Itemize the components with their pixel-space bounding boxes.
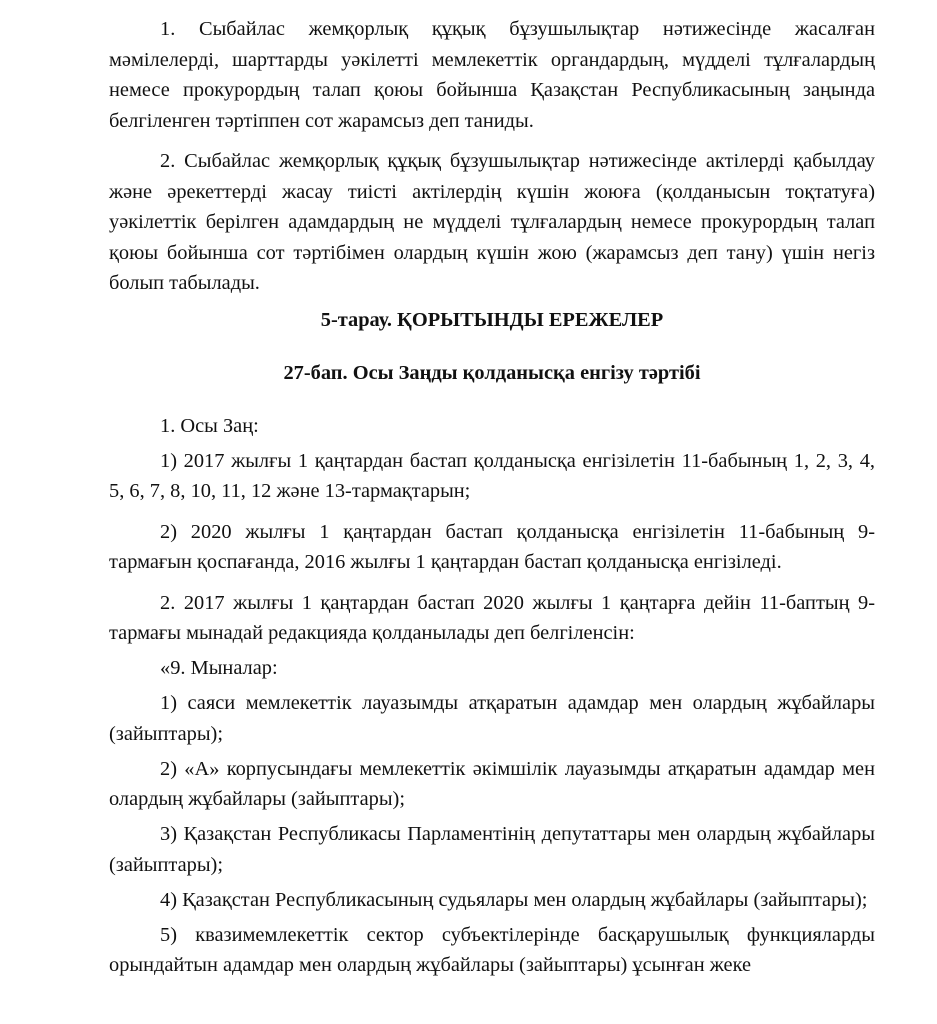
article-item-1: 1. Осы Заң: — [160, 414, 259, 437]
quote-start: «9. Мыналар: — [160, 657, 278, 679]
list-item-1: 1) саяси мемлекеттік лауазымды атқаратын адамдар мен олардың жұбайлары (зайыптары); — [109, 692, 875, 745]
list-item-4: 4) Қазақстан Республикасының судьялары мен олардың жұбайлары (зайыптары); — [160, 888, 868, 911]
article-heading: 27-бап. Осы Заңды қолданысқа енгізу тәртібі — [283, 362, 701, 384]
article-subitem-2: 2) 2020 жылғы 1 қаңтардан бастап қолданысқа енгізілетін 11-бабының 9-тармағын қоспағанда, 2016 жылғы 1 қаңтардан бастап қолданысқа енгізіледі. — [109, 520, 875, 573]
chapter-heading: 5-тарау. ҚОРЫТЫНДЫ ЕРЕЖЕЛЕР — [320, 308, 664, 331]
list-item-3: 3) Қазақстан Республикасы Парламентінің депутаттары мен олардың жұбайлары (зайыптары); — [109, 823, 875, 876]
paragraph-2: 2. Сыбайлас жемқорлық құқық бұзушылықтар нәтижесінде актілерді қабылдау және әрекеттерді жасау тиісті актілердің күшін жоюға (қолданысын тоқтатуға) уәкілеттік берілген адамдардың не мүдделі тұлғалардың немесе прокурордың талап қоюы бойынша сот тәртібімен олардың күшін жою (жарамсыз деп тану) үшін негіз болып табылады. — [109, 150, 875, 294]
list-item-2: 2) «А» корпусындағы мемлекеттік әкімшілік лауазымды атқаратын адамдар мен олардың жұбайлары (зайыптары); — [109, 757, 875, 810]
list-item-5: 5) квазимемлекеттік сектор субъектілерінде басқарушылық функцияларды орындайтын адамдар мен олардың жұбайлары (зайыптары) ұсынған жеке — [109, 923, 875, 976]
paragraph-1: 1. Сыбайлас жемқорлық құқық бұзушылықтар нәтижесінде жасалған мәмілелерді, шарттарды уәкілетті мемлекеттік органдардың, мүдделі тұлғалардың немесе прокурордың талап қоюы бойынша Қазақстан Республикасының заңында белгіленген тәртіппен сот жарамсыз деп таниды. — [109, 18, 875, 132]
document-page — [109, 14, 875, 981]
article-subitem-1: 1) 2017 жылғы 1 қаңтардан бастап қолданысқа енгізілетін 11-бабының 1, 2, 3, 4, 5, 6, 7, 8, 10, 11, 12 және 13-тармақтарын; — [109, 449, 875, 502]
article-item-2: 2. 2017 жылғы 1 қаңтардан бастап 2020 жылғы 1 қаңтарға дейін 11-баптың 9-тармағы мынадай редакцияда қолданылады деп белгіленсін: — [109, 591, 875, 644]
